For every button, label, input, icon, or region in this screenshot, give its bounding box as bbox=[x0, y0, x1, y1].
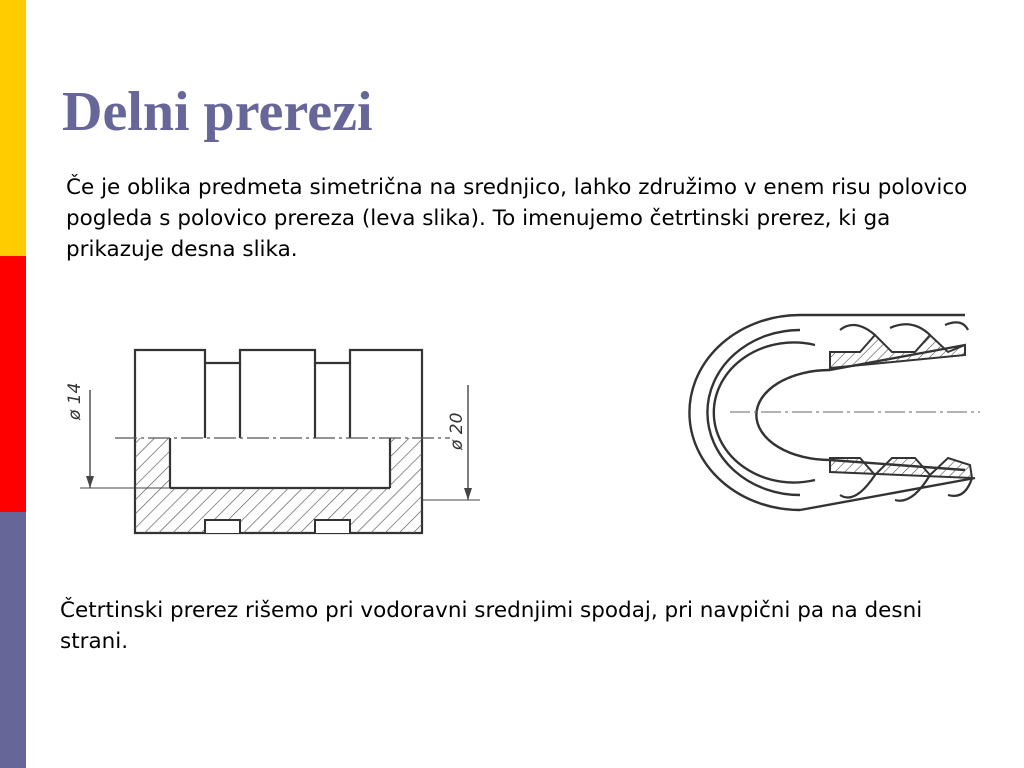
dimension-outer-label: ø 20 bbox=[447, 412, 467, 450]
intro-paragraph: Če je oblika predmeta simetrična na srednjico, lahko združimo v enem risu polovico pogleda s polovico prereza (leva slika). To imenujemo četrtinski prerez, ki ga prikazuje desna slika. bbox=[66, 175, 968, 262]
slide-title: Delni prerezi bbox=[62, 81, 373, 143]
rule-paragraph: Četrtinski prerez rišemo pri vodoravni srednjimi spodaj, pri navpični pa na desni strani. bbox=[60, 598, 923, 654]
half-section-drawing bbox=[50, 330, 490, 545]
accent-bar-blue bbox=[0, 512, 26, 768]
dimension-inner-label: ø 14 bbox=[65, 382, 85, 420]
accent-bar-red bbox=[0, 256, 26, 512]
quarter-section-drawing bbox=[650, 300, 990, 520]
accent-bar-yellow bbox=[0, 0, 26, 256]
